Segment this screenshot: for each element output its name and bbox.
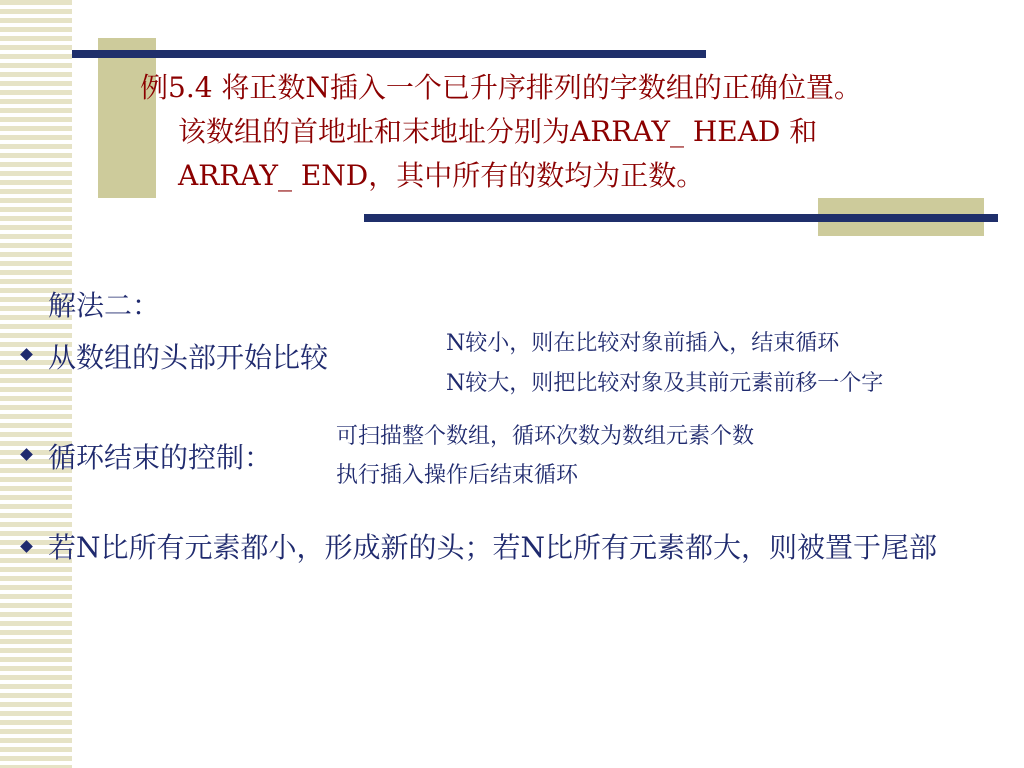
left-stripe-decoration — [0, 0, 72, 768]
title-line-3: ARRAY_ END，其中所有的数均为正数。 — [178, 159, 705, 192]
note-compare-small: N较小，则在比较对象前插入，结束循环 — [446, 331, 840, 356]
note-loop-exit: 执行插入操作后结束循环 — [336, 463, 579, 488]
navy-line-top-decoration — [72, 50, 706, 58]
note-loop-scan: 可扫描整个数组，循环次数为数组元素个数 — [336, 424, 755, 449]
title-line-2: 该数组的首地址和末地址分别为ARRAY_ HEAD 和 — [178, 115, 818, 148]
navy-line-bottom-decoration — [364, 214, 998, 222]
bullet-text-compare: 从数组的头部开始比较 — [48, 341, 329, 374]
note-compare-large: N较大，则把比较对象及其前元素前移一个字 — [446, 371, 884, 396]
title-line-1: 例5.4 将正数N插入一个已升序排列的字数组的正确位置。 — [140, 71, 862, 104]
solution-heading: 解法二： — [48, 289, 161, 322]
bullet-text-boundary: 若N比所有元素都小，形成新的头；若N比所有元素都大，则被置于尾部 — [48, 531, 938, 564]
slide-title — [140, 66, 1010, 198]
bullet-text-loop-control: 循环结束的控制： — [48, 441, 273, 474]
